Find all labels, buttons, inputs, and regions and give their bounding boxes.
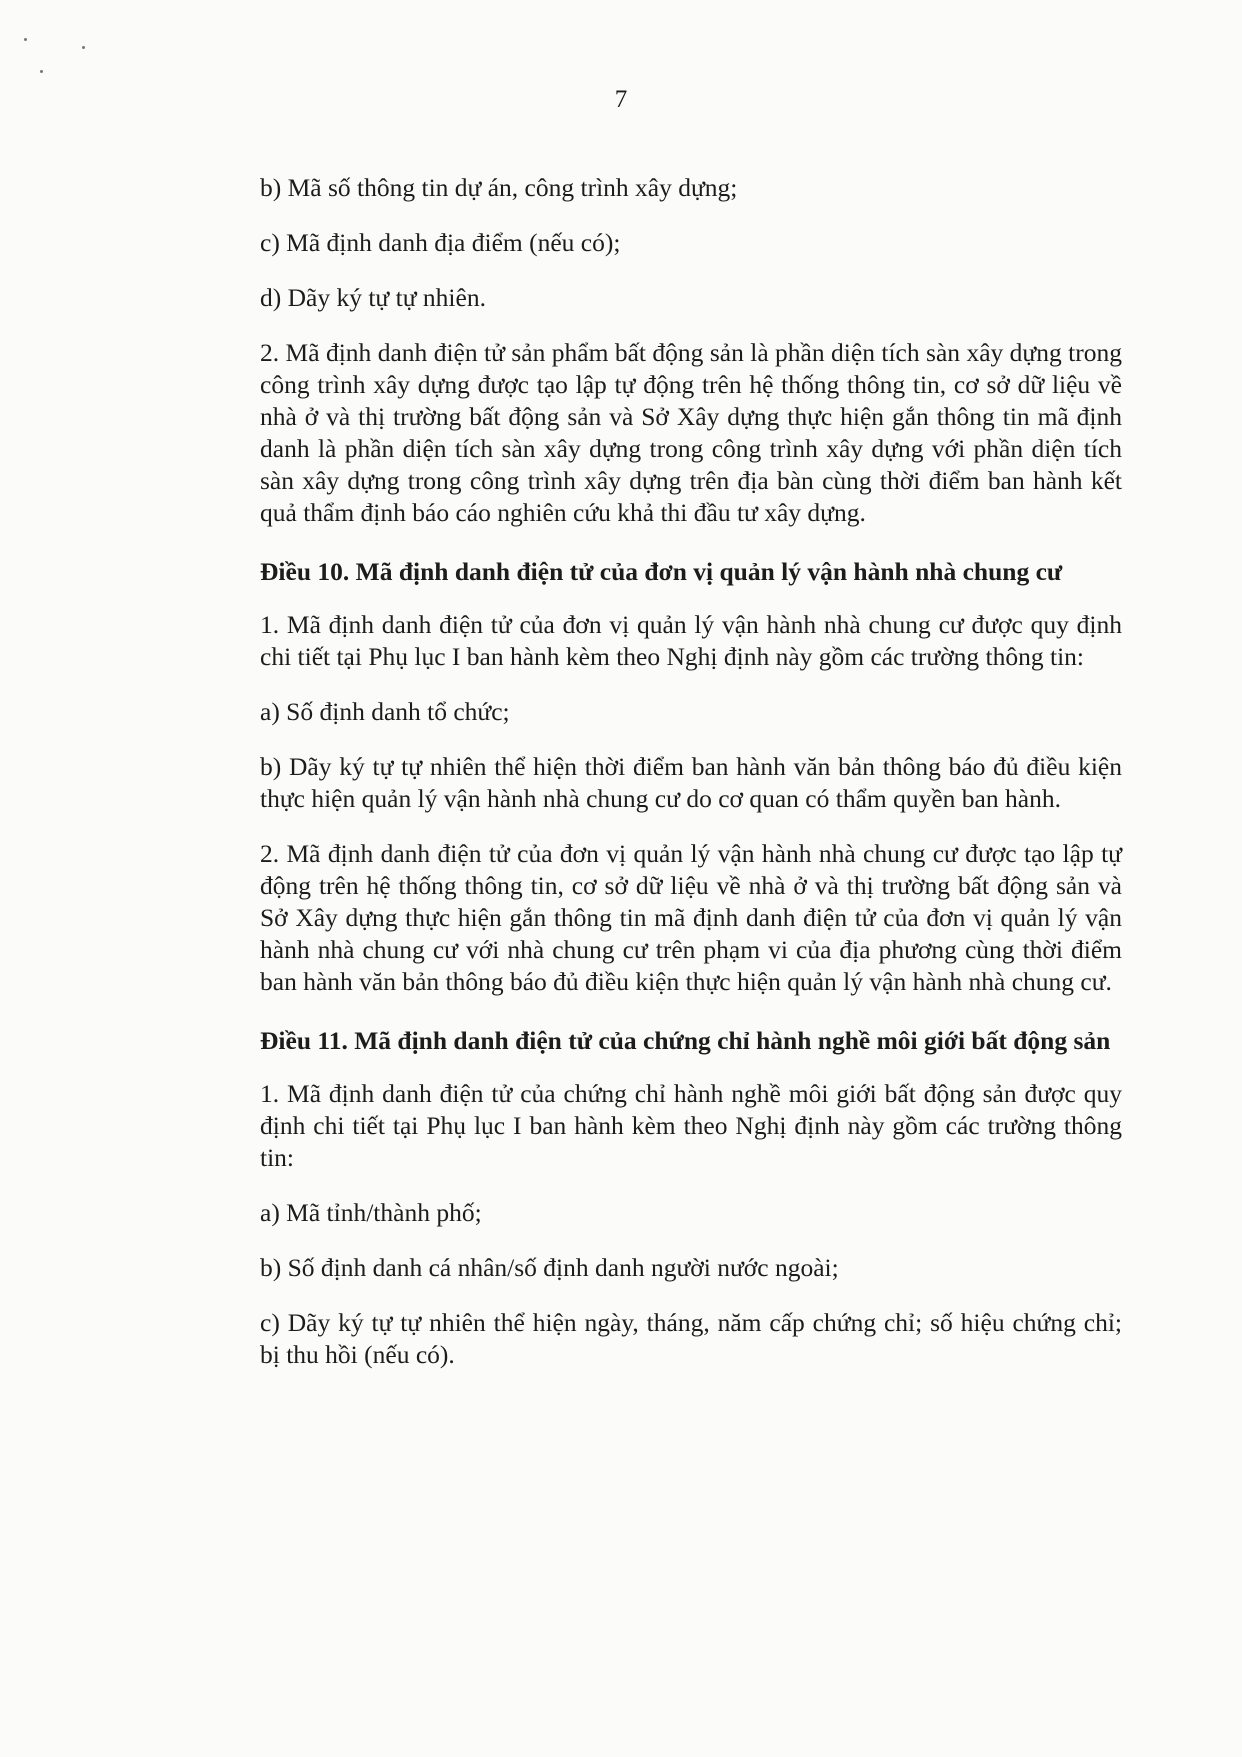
article-10-item-a: a) Số định danh tổ chức; (260, 697, 510, 726)
scan-speck (82, 46, 85, 49)
article-11-item-c: c) Dãy ký tự tự nhiên thể hiện ngày, tháng, năm cấp chứng chỉ; số hiệu chứng chỉ; bị thu hồi (nếu có). (260, 1308, 1122, 1369)
article-11-clause-1: 1. Mã định danh điện tử của chứng chỉ hành nghề môi giới bất động sản được quy định chi tiết tại Phụ lục I ban hành kèm theo Nghị định này gồm các trường thông tin: (260, 1079, 1122, 1172)
article-10-clause-2: 2. Mã định danh điện tử của đơn vị quản lý vận hành nhà chung cư được tạo lập tự động trên hệ thống thông tin, cơ sở dữ liệu về nhà ở và thị trường bất động sản và Sở Xây dựng thực hiện gắn thông tin mã định danh điện tử của đơn vị quản lý vận hành nhà chung cư với nhà chung cư trên phạm vi của địa phương cùng thời điểm ban hành văn bản thông báo đủ điều kiện thực hiện quản lý vận hành nhà chung cư. (260, 839, 1122, 996)
article-11-item-a: a) Mã tỉnh/thành phố; (260, 1198, 482, 1227)
item-b-project-code: b) Mã số thông tin dự án, công trình xây dựng; (260, 173, 738, 202)
article-10-clause-1: 1. Mã định danh điện tử của đơn vị quản lý vận hành nhà chung cư được quy định chi tiết tại Phụ lục I ban hành kèm theo Nghị định này gồm các trường thông tin: (260, 610, 1122, 671)
article-10-item-b: b) Dãy ký tự tự nhiên thể hiện thời điểm ban hành văn bản thông báo đủ điều kiện thực hiện quản lý vận hành nhà chung cư do cơ quan có thẩm quyền ban hành. (260, 752, 1122, 813)
scan-speck (40, 70, 43, 73)
article-11-item-b: b) Số định danh cá nhân/số định danh người nước ngoài; (260, 1253, 839, 1282)
article-10-heading: Điều 10. Mã định danh điện tử của đơn vị quản lý vận hành nhà chung cư (260, 557, 1063, 586)
page-number: 7 (614, 86, 628, 113)
article-11-heading: Điều 11. Mã định danh điện tử của chứng chỉ hành nghề môi giới bất động sản (260, 1026, 1111, 1055)
clause-2-real-estate-product: 2. Mã định danh điện tử sản phẩm bất động sản là phần diện tích sàn xây dựng trong công trình xây dựng được tạo lập tự động trên hệ thống thông tin, cơ sở dữ liệu về nhà ở và thị trường bất động sản và Sở Xây dựng thực hiện gắn thông tin mã định danh là phần diện tích sàn xây dựng trong công trình xây dựng với phần diện tích sàn xây dựng trong công trình xây dựng trên địa bàn cùng thời điểm ban hành kết quả thẩm định báo cáo nghiên cứu khả thi đầu tư xây dựng. (260, 338, 1122, 527)
scan-speck (24, 38, 27, 41)
item-d-natural-sequence: d) Dãy ký tự tự nhiên. (260, 283, 486, 312)
item-c-location-code: c) Mã định danh địa điểm (nếu có); (260, 228, 621, 257)
document-body (260, 172, 1122, 1371)
